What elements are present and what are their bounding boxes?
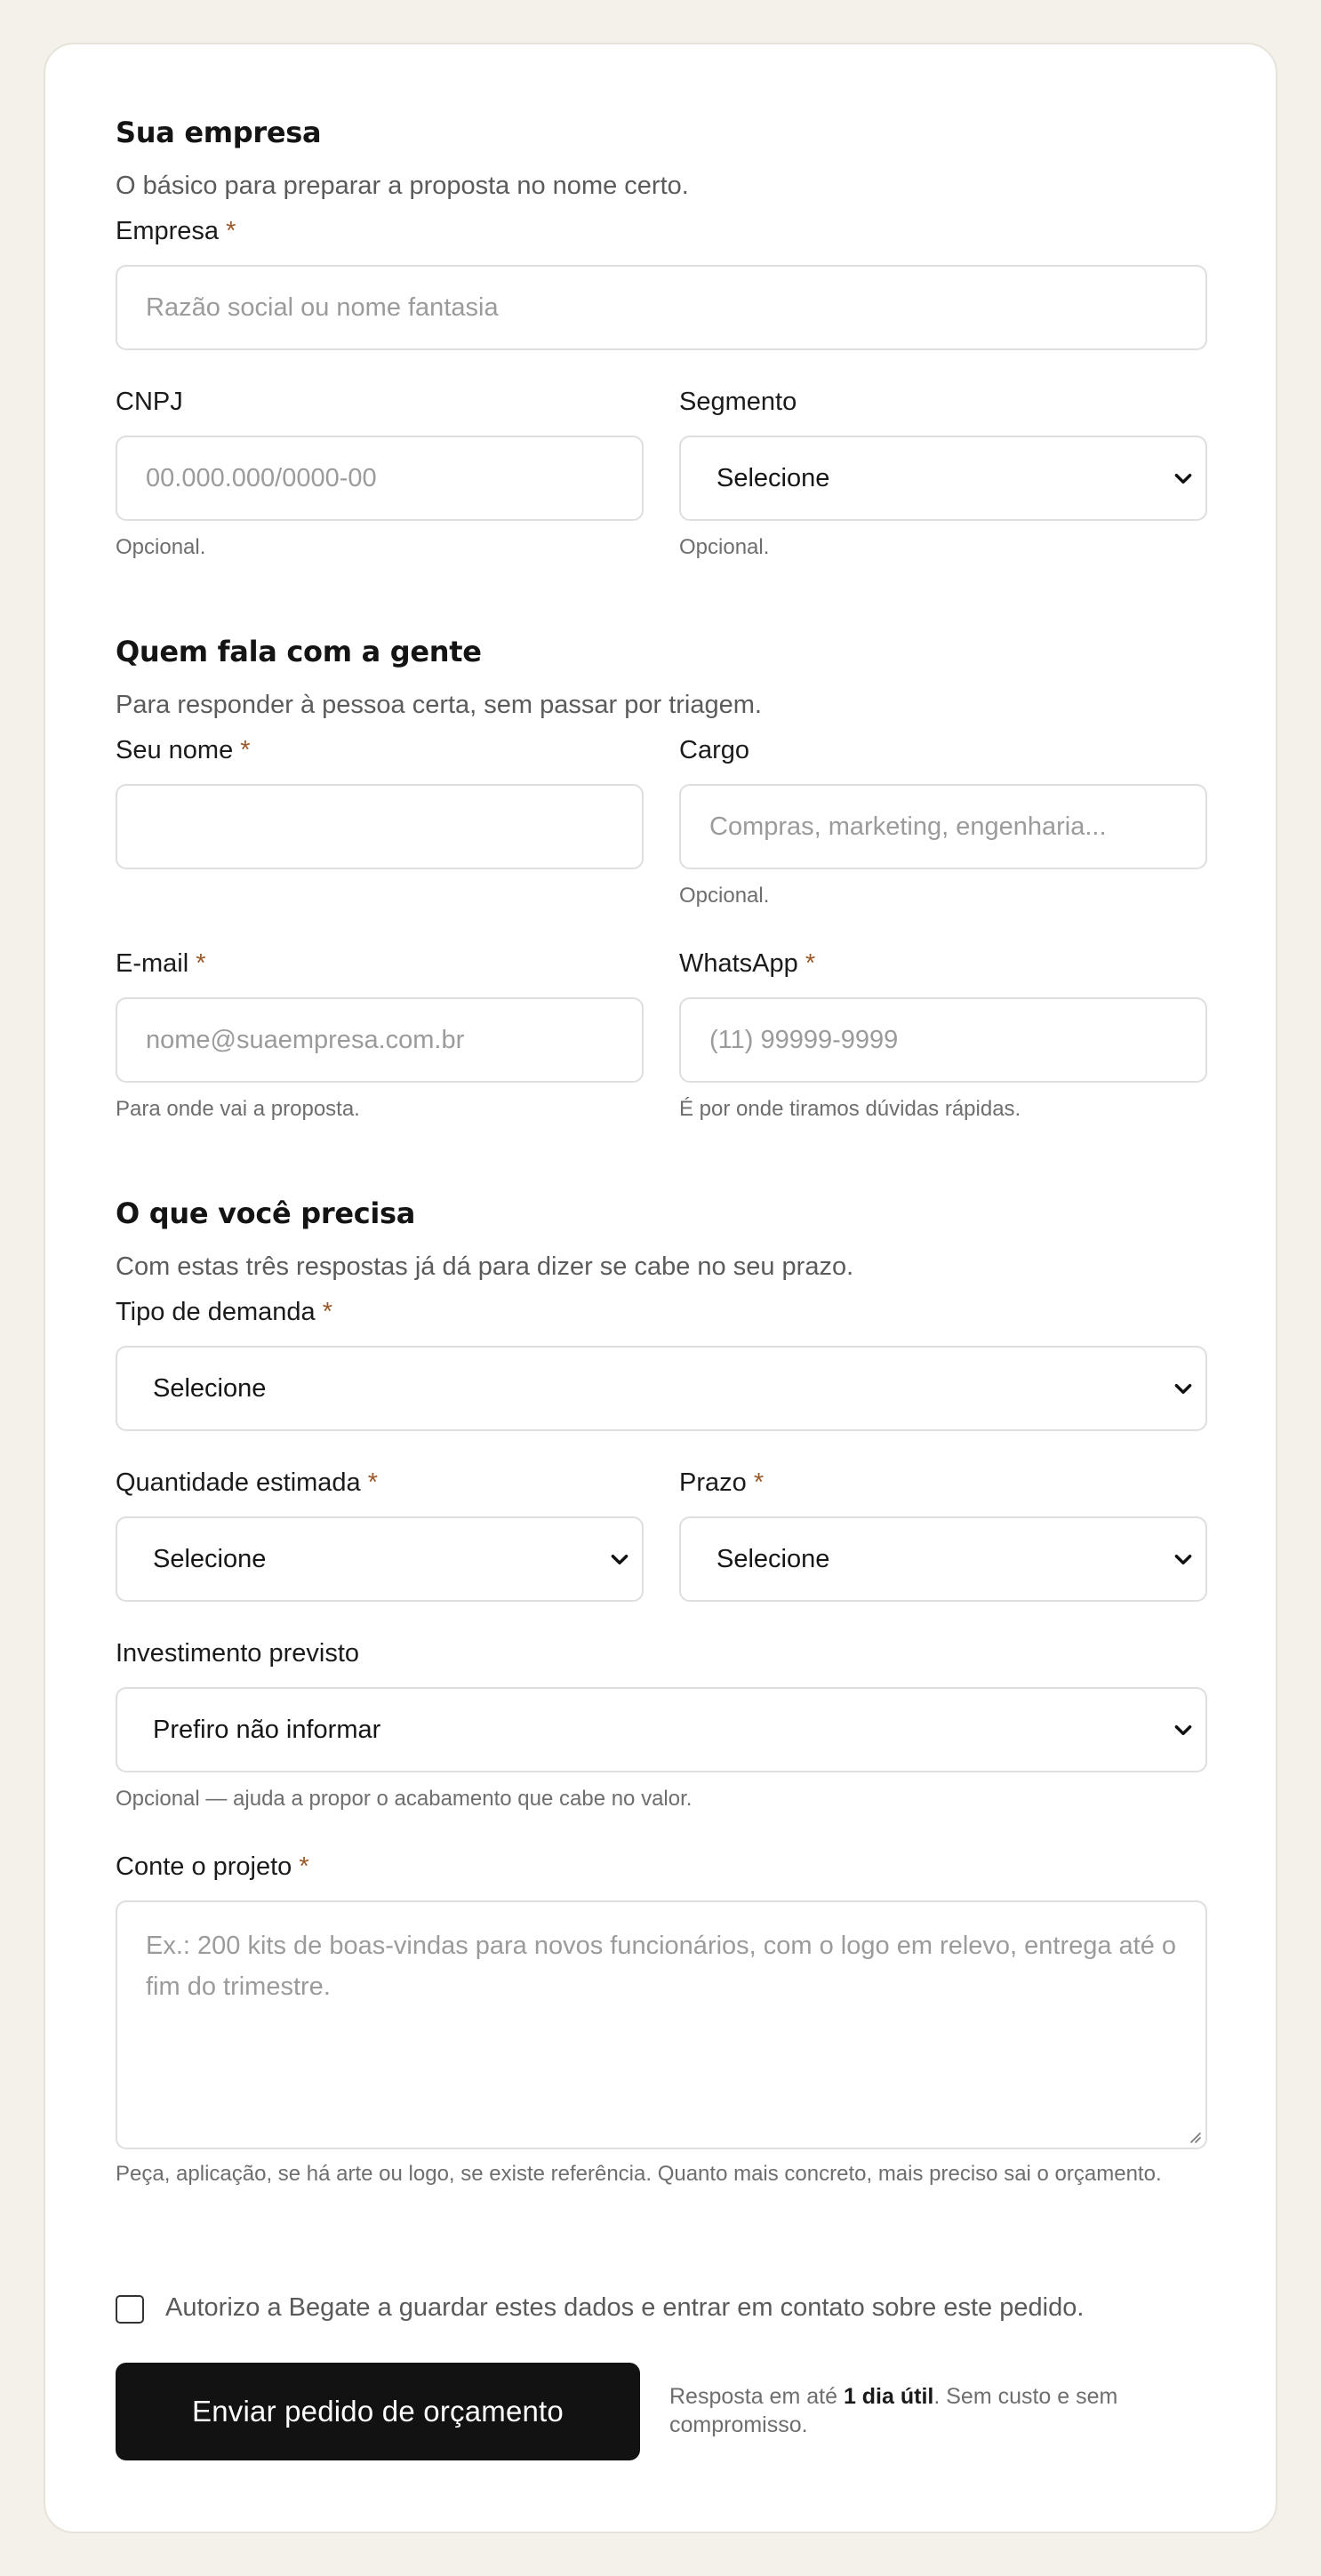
submit-button[interactable] <box>116 2363 640 2460</box>
segment-label: Segmento <box>679 388 797 416</box>
section-subtitle-need: Com estas três respostas já dá para dizer se cabe no seu prazo. <box>116 1252 854 1281</box>
chevron-down-icon <box>1172 1718 1195 1741</box>
cnpj-placeholder: 00.000.000/0000-00 <box>146 463 377 492</box>
quantity-select[interactable] <box>116 1516 644 1602</box>
chevron-down-icon <box>1172 467 1195 490</box>
demand-type-value: Selecione <box>153 1373 267 1403</box>
role-help: Opcional. <box>679 884 770 908</box>
cnpj-label: CNPJ <box>116 388 183 416</box>
investment-label: Investimento previsto <box>116 1639 360 1668</box>
company-placeholder: Razão social ou nome fantasia <box>146 292 499 322</box>
section-title-contact: Quem fala com a gente <box>116 635 482 668</box>
deadline-label: Prazo * <box>679 1468 765 1497</box>
investment-value: Prefiro não informar <box>153 1715 381 1744</box>
email-help: Para onde vai a proposta. <box>116 1097 360 1121</box>
segment-select[interactable] <box>679 436 1207 521</box>
deadline-select[interactable] <box>679 1516 1207 1602</box>
chevron-down-icon <box>1172 1377 1195 1400</box>
deadline-value: Selecione <box>717 1544 830 1573</box>
company-label: Empresa * <box>116 217 236 245</box>
segment-value: Selecione <box>717 463 830 492</box>
submit-note: Resposta em até 1 dia útil. Sem custo e sem compromisso. <box>669 2384 1118 2437</box>
quote-form-card <box>44 43 1277 2533</box>
demand-type-select[interactable] <box>116 1346 1207 1431</box>
submit-button-label: Enviar pedido de orçamento <box>192 2395 564 2428</box>
cnpj-help: Opcional. <box>116 535 206 559</box>
name-label: Seu nome * <box>116 736 251 764</box>
chevron-down-icon <box>608 1548 631 1571</box>
quantity-value: Selecione <box>153 1544 267 1573</box>
segment-help: Opcional. <box>679 535 770 559</box>
role-placeholder: Compras, marketing, engenharia... <box>709 812 1107 841</box>
investment-select[interactable] <box>116 1687 1207 1772</box>
email-label: E-mail * <box>116 949 206 978</box>
email-placeholder: nome@suaempresa.com.br <box>146 1025 465 1054</box>
cnpj-input[interactable] <box>116 436 644 521</box>
whatsapp-help: É por onde tiramos dúvidas rápidas. <box>679 1097 1021 1121</box>
company-input[interactable] <box>116 265 1207 350</box>
whatsapp-placeholder: (11) 99999-9999 <box>709 1025 899 1054</box>
investment-help: Opcional — ajuda a propor o acabamento que cabe no valor. <box>116 1787 693 1811</box>
role-input[interactable] <box>679 784 1207 869</box>
chevron-down-icon <box>1172 1548 1195 1571</box>
email-input[interactable] <box>116 997 644 1083</box>
role-label: Cargo <box>679 736 749 764</box>
name-input[interactable] <box>116 784 644 869</box>
project-placeholder: Ex.: 200 kits de boas-vindas para novos funcionários, com o logo em relevo, entrega até o fim do trimestre. <box>146 1932 1177 2001</box>
project-label: Conte o projeto * <box>116 1852 309 1881</box>
section-title-company: Sua empresa <box>116 116 322 149</box>
demand-type-label: Tipo de demanda * <box>116 1298 332 1326</box>
section-title-need: O que você precisa <box>116 1196 416 1230</box>
section-subtitle-company: O básico para preparar a proposta no nome certo. <box>116 172 689 200</box>
consent-checkbox[interactable] <box>116 2295 144 2324</box>
quantity-label: Quantidade estimada * <box>116 1468 379 1497</box>
consent-label[interactable]: Autorizo a Begate a guardar estes dados e entrar em contato sobre este pedido. <box>165 2293 1085 2322</box>
whatsapp-input[interactable] <box>679 997 1207 1083</box>
resize-grip-icon[interactable] <box>1188 2130 1202 2144</box>
project-textarea[interactable] <box>116 1900 1207 2149</box>
section-subtitle-contact: Para responder à pessoa certa, sem passar por triagem. <box>116 691 762 719</box>
project-help: Peça, aplicação, se há arte ou logo, se existe referência. Quanto mais concreto, mais preciso sai o orçamento. <box>116 2162 1162 2186</box>
whatsapp-label: WhatsApp * <box>679 949 816 978</box>
